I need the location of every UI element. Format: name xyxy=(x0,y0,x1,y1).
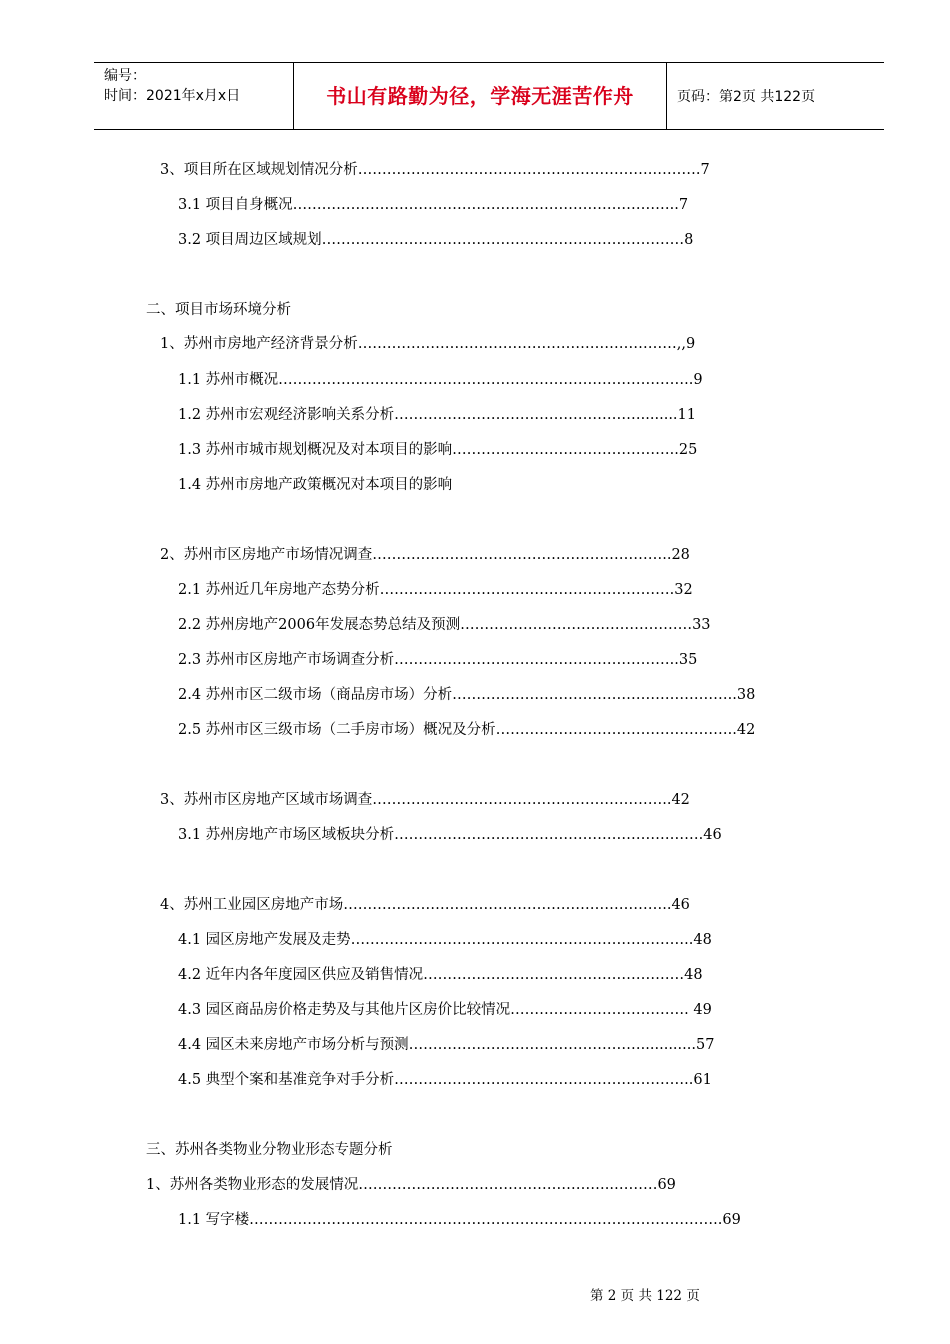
toc-entry: 3.1 项目自身概况……………………………………………………………………..7 xyxy=(178,197,689,213)
toc-entry: 2.1 苏州近几年房地产态势分析…………………………………………………….32 xyxy=(178,582,693,598)
toc-entry: 4.2 近年内各年度园区供应及销售情况………………………………………………48 xyxy=(178,967,703,983)
toc-entry: 4.5 典型个案和基准竞争对手分析……………………………………………………..61 xyxy=(178,1072,712,1088)
toc-entry: 1.1 写字楼……………………………………………………………………………………..69 xyxy=(178,1212,741,1228)
toc-entry: 1.2 苏州市宏观经济影响关系分析……………………………………………........11 xyxy=(178,407,696,423)
toc-entry: 3.1 苏州房地产市场区域板块分析……………………………………………………….46 xyxy=(178,827,722,843)
document-number-label: 编号： xyxy=(104,68,146,84)
header-page-info: 页码：第2页 共122页 xyxy=(677,89,816,105)
page-footer: 第 2 页 共 122 页 xyxy=(590,1288,700,1304)
toc-entry: 3、项目所在区域规划情况分析…………………………………………………….……….7 xyxy=(160,162,710,178)
toc-entry: 3、苏州市区房地产区域市场调查……………………………………………………..42 xyxy=(160,792,690,808)
toc-entry: 2.4 苏州市区二级市场（商品房市场）分析…………………………………………………..38 xyxy=(178,687,756,703)
document-time-label: 时间：2021年x月x日 xyxy=(104,88,241,104)
header-meta xyxy=(94,63,294,129)
toc-entry: 3.2 项目周边区域规划…………………………………………………………………8 xyxy=(178,232,694,248)
toc-entry: 2、苏州市区房地产市场情况调查……………………………………………………..28 xyxy=(160,547,690,563)
toc-entry: 1.1 苏州市概况…………………………………………………………………………..9 xyxy=(178,372,703,388)
toc-section-heading: 三、苏州各类物业分物业形态专题分析 xyxy=(146,1142,393,1158)
toc-entry: 4、苏州工业园区房地产市场…………………………………………………………..46 xyxy=(160,897,690,913)
toc-entry: 1、苏州市房地产经济背景分析…………………………………………………………,,9 xyxy=(160,336,696,352)
header-slogan: 书山有路勤为径，学海无涯苦作舟 xyxy=(294,63,667,129)
toc-entry: 4.3 园区商品房价格走势及与其他片区房价比较情况………………………………. 49 xyxy=(178,1002,712,1018)
toc-entry: 4.1 园区房地产发展及走势……………………………………………………………..48 xyxy=(178,932,712,948)
toc-section-heading: 二、项目市场环境分析 xyxy=(146,302,291,318)
toc-entry: 1.3 苏州市城市规划概况及对本项目的影响………………………………………..25 xyxy=(178,442,698,458)
toc-entry: 4.4 园区未来房地产市场分析与预测…………………………………………............57 xyxy=(178,1037,715,1053)
toc-entry: 2.2 苏州房地产2006年发展态势总结及预测…………………………………………33 xyxy=(178,617,711,633)
toc-entry: 1、苏州各类物业形态的发展情况……………………………………………..………69 xyxy=(146,1177,676,1193)
toc-entry: 1.4 苏州市房地产政策概况对本项目的影响 xyxy=(178,477,453,493)
toc-entry: 2.3 苏州市区房地产市场调查分析…………………………………………………..35 xyxy=(178,652,698,668)
toc-entry: 2.5 苏州市区三级市场（二手房市场）概况及分析…………………………………………..42 xyxy=(178,722,756,738)
page-header xyxy=(94,62,884,130)
